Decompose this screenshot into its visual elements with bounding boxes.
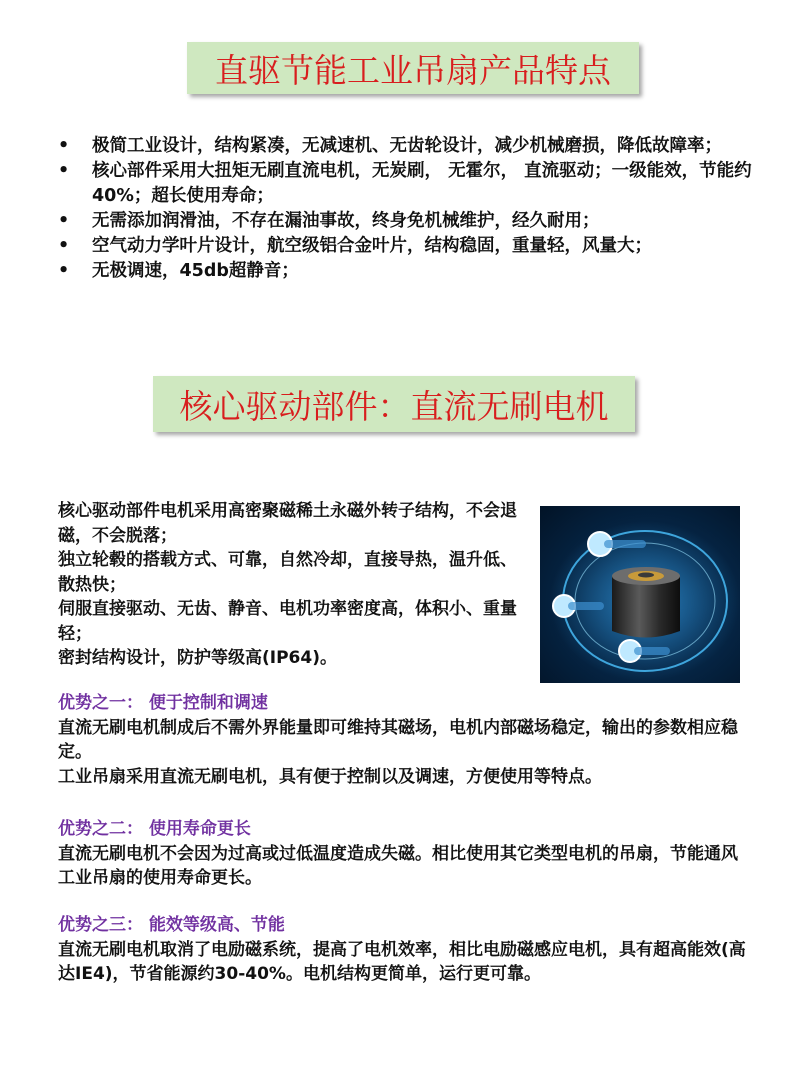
feature-item: • 无需添加润滑油，不存在漏油事故，终身免机械维护，经久耐用； — [58, 209, 758, 234]
feature-item: • 无极调速，45db超静音； — [58, 259, 758, 284]
advantage-line: 工业吊扇采用直流无刷电机，具有便于控制以及调速，方便使用等特点。 — [58, 766, 602, 787]
motor-intro — [58, 499, 528, 671]
feature-list — [58, 134, 758, 284]
motor-illustration — [540, 506, 740, 683]
bullet-icon: • — [58, 136, 70, 156]
feature-item: • 极简工业设计，结构紧凑，无减速机、无齿轮设计，减少机械磨损，降低故障率； — [58, 134, 758, 159]
section2-title-banner — [153, 376, 635, 432]
advantage-line: 直流无刷电机不会因为过高或过低温度造成失磁。相比使用其它类型电机的吊扇，节能通风工业吊扇的使用寿命更长。 — [58, 843, 738, 888]
bullet-icon: • — [58, 261, 70, 281]
advantage-1 — [58, 691, 748, 789]
intro-line: 核心驱动部件电机采用高密聚磁稀土永磁外转子结构，不会退磁，不会脱落； — [58, 501, 517, 546]
advantage-2 — [58, 817, 748, 891]
intro-line: 独立轮毂的搭载方式、可靠，自然冷却，直接导热，温升低、散热快； — [58, 550, 517, 595]
advantage-line: 直流无刷电机取消了电励磁系统，提高了电机效率，相比电励磁感应电机，具有超高能效(高达IE4)，节省能源约30-40%。电机结构更简单，运行更可靠。 — [58, 939, 746, 984]
feature-item: • 核心部件采用大扭矩无刷直流电机，无炭刷， 无霍尔， 直流驱动；一级能效，节能约40%；超长使用寿命； — [58, 161, 752, 206]
bullet-icon: • — [58, 161, 70, 181]
advantage-title: 优势之二： 使用寿命更长 — [58, 819, 251, 839]
advantage-line: 直流无刷电机制成后不需外界能量即可维持其磁场，电机内部磁场稳定，输出的参数相应稳定。 — [58, 717, 738, 762]
intro-line: 伺服直接驱动、无齿、静音、电机功率密度高，体积小、重量轻； — [58, 599, 517, 644]
section2-title: 核心驱动部件：直流无刷电机 — [179, 386, 609, 426]
section1-title-banner — [187, 42, 639, 94]
intro-line: 密封结构设计，防护等级高(IP64)。 — [58, 648, 337, 668]
advantage-title: 优势之一： 便于控制和调速 — [58, 693, 268, 713]
bullet-icon: • — [58, 236, 70, 256]
advantage-3 — [58, 913, 748, 987]
section1-title: 直驱节能工业吊扇产品特点 — [215, 50, 611, 90]
bullet-icon: • — [58, 211, 70, 231]
advantage-title: 优势之三： 能效等级高、节能 — [58, 915, 285, 935]
motor-image — [540, 506, 740, 683]
feature-item: • 空气动力学叶片设计，航空级铝合金叶片，结构稳固，重量轻，风量大； — [58, 234, 758, 259]
